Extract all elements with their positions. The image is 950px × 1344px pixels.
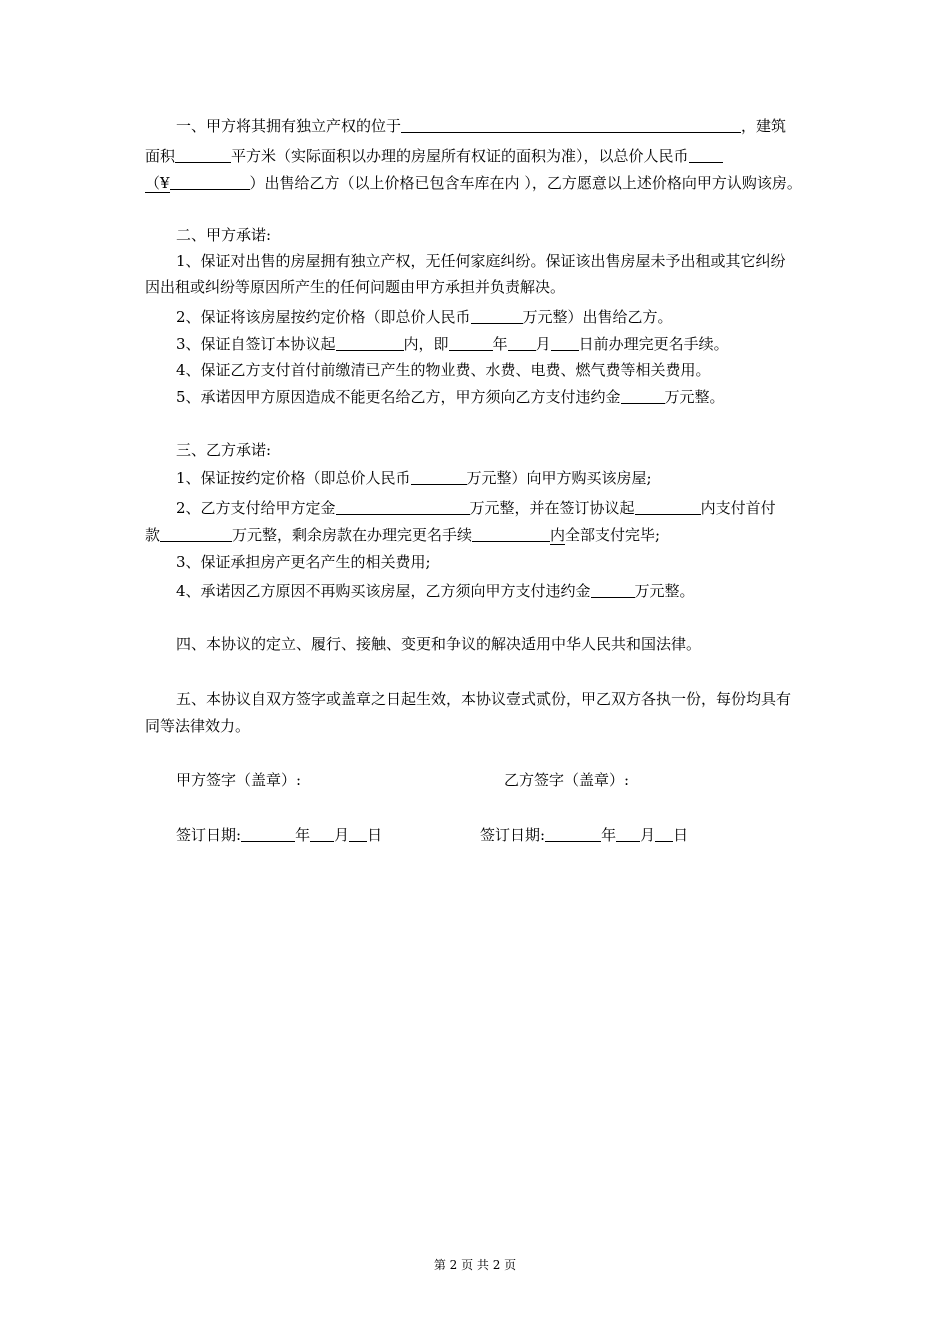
s2-item-1b: 因出租或纠纷等原因所产生的任何问题由甲方承担并负责解决。 [145,278,566,296]
s3-item-1-text-b: 万元整）向甲方购买该房屋; [466,469,652,487]
location-blank-1 [401,115,561,133]
s3-item-4-text-a: 4、承诺因乙方原因不再购买该房屋，乙方须向甲方支付违约金 [176,582,591,600]
location-blank-2 [561,115,741,133]
s1-text-a: 一、甲方将其拥有独立产权的位于 [176,117,402,135]
area-blank [175,145,231,163]
s3-item-1 [176,465,816,491]
s3-penalty-blank [591,580,635,598]
s2-item-3-year: 年 [492,335,508,353]
s3-item-2-text-d: 款 [145,526,161,544]
s2-item-2 [176,304,816,330]
s1-text-e: （¥ [145,174,170,192]
s3-item-3: 3、保证承担房产更名产生的相关费用; [176,553,431,571]
s3-period-blank [635,497,701,515]
s1-line-1 [176,113,816,139]
party-a-month-blank [310,824,334,842]
s2-price-blank [471,306,523,324]
party-a-date-label: 签订日期: [176,826,242,844]
party-b-date [480,822,780,848]
party-b-signature-label: 乙方签字（盖章）: [504,771,630,789]
s2-item-3 [176,331,816,357]
s1-text-f: ）出售给乙方（以上价格已包含车库在内 ），乙方愿意以上述价格向甲方认购该房。 [249,174,802,192]
s3-item-4-text-b: 万元整。 [634,582,695,600]
s2-item-5-text-a: 5、承诺因甲方原因造成不能更名给乙方，甲方须向乙方支付违约金 [176,388,621,406]
s2-item-2-text-a: 2、保证将该房屋按约定价格（即总价人民币 [176,308,471,326]
s2-month-blank [508,333,536,351]
s3-item-2-text-a: 2、乙方支付给甲方定金 [176,499,336,517]
s2-penalty-blank [621,386,665,404]
s3-item-2-text-e: 万元整，剩余房款在办理完更名手续 [232,526,473,544]
signature-row [176,767,816,793]
s3-item-2a [176,495,816,521]
s3-price-blank [411,467,467,485]
party-b-date-label: 签订日期: [480,826,546,844]
s3-deposit-blank [336,497,470,515]
s2-item-4: 4、保证乙方支付首付前缴清已产生的物业费、水费、电费、燃气费等相关费用。 [176,361,711,379]
s2-item-3-text-b: 内，即 [403,335,449,353]
s2-day-blank [551,333,579,351]
s4-text: 四、本协议的定立、履行、接触、变更和争议的解决适用中华人民共和国法律。 [176,635,702,653]
s2-item-2-text-b: 万元整）出售给乙方。 [522,308,673,326]
party-a-year-blank [241,824,295,842]
s2-item-5 [176,384,816,410]
s3-title: 三、乙方承诺: [176,441,272,459]
s1-text-c: 面积 [145,147,176,165]
s1-line-2 [145,143,815,169]
s3-item-2-text-f: 内 [550,526,566,544]
s2-item-3-text-e: 日前办理完更名手续。 [578,335,729,353]
s5-line-1: 五、本协议自双方签字或盖章之日起生效，本协议壹式贰份，甲乙双方各执一份，每份均具有 [176,690,792,708]
s2-period-blank [336,333,404,351]
s2-item-1a: 1、保证对出售的房屋拥有独立产权，无任何家庭纠纷。保证该出售房屋未予出租或其它纠纷 [176,252,786,270]
s3-item-2b [145,522,815,548]
page-footer: 第 2 页 共 2 页 [433,1258,517,1272]
s3-item-2-text-c: 内支付首付 [700,499,776,517]
s2-title: 二、甲方承诺: [176,226,272,244]
s1-line-3 [145,170,815,196]
party-b-month-blank [616,824,640,842]
party-a-date [176,822,476,848]
party-b-year-label: 年 [601,826,617,844]
s5-line-2: 同等法律效力。 [145,717,251,735]
party-a-day-blank [349,824,367,842]
s3-item-2-text-g: 全部支付完毕; [565,526,661,544]
s3-item-1-text-a: 1、保证按约定价格（即总价人民币 [176,469,411,487]
party-b-day-blank [655,824,673,842]
party-a-signature-label: 甲方签字（盖章）: [176,771,302,789]
party-b-year-blank [545,824,601,842]
s3-downpayment-blank [160,524,232,542]
s3-item-2-text-b: 万元整，并在签订协议起 [469,499,635,517]
party-a-year-label: 年 [295,826,311,844]
s2-item-3-text-a: 3、保证自签订本协议起 [176,335,336,353]
party-b-month-label: 月 [640,826,656,844]
s2-item-5-text-b: 万元整。 [664,388,725,406]
s1-text-d: 平方米（实际面积以办理的房屋所有权证的面积为准），以总价人民币 [231,147,689,165]
s3-item-4 [176,578,816,604]
party-b-day-label: 日 [673,826,689,844]
party-a-day-label: 日 [367,826,383,844]
s2-item-3-month: 月 [535,335,551,353]
party-b-signature-line [504,767,704,793]
price-number-blank [170,172,250,190]
total-price-blank [689,145,723,163]
s3-remaining-blank [472,524,550,542]
s1-text-b: ，建筑 [741,117,787,135]
s2-year-blank [449,333,493,351]
party-a-month-label: 月 [334,826,350,844]
